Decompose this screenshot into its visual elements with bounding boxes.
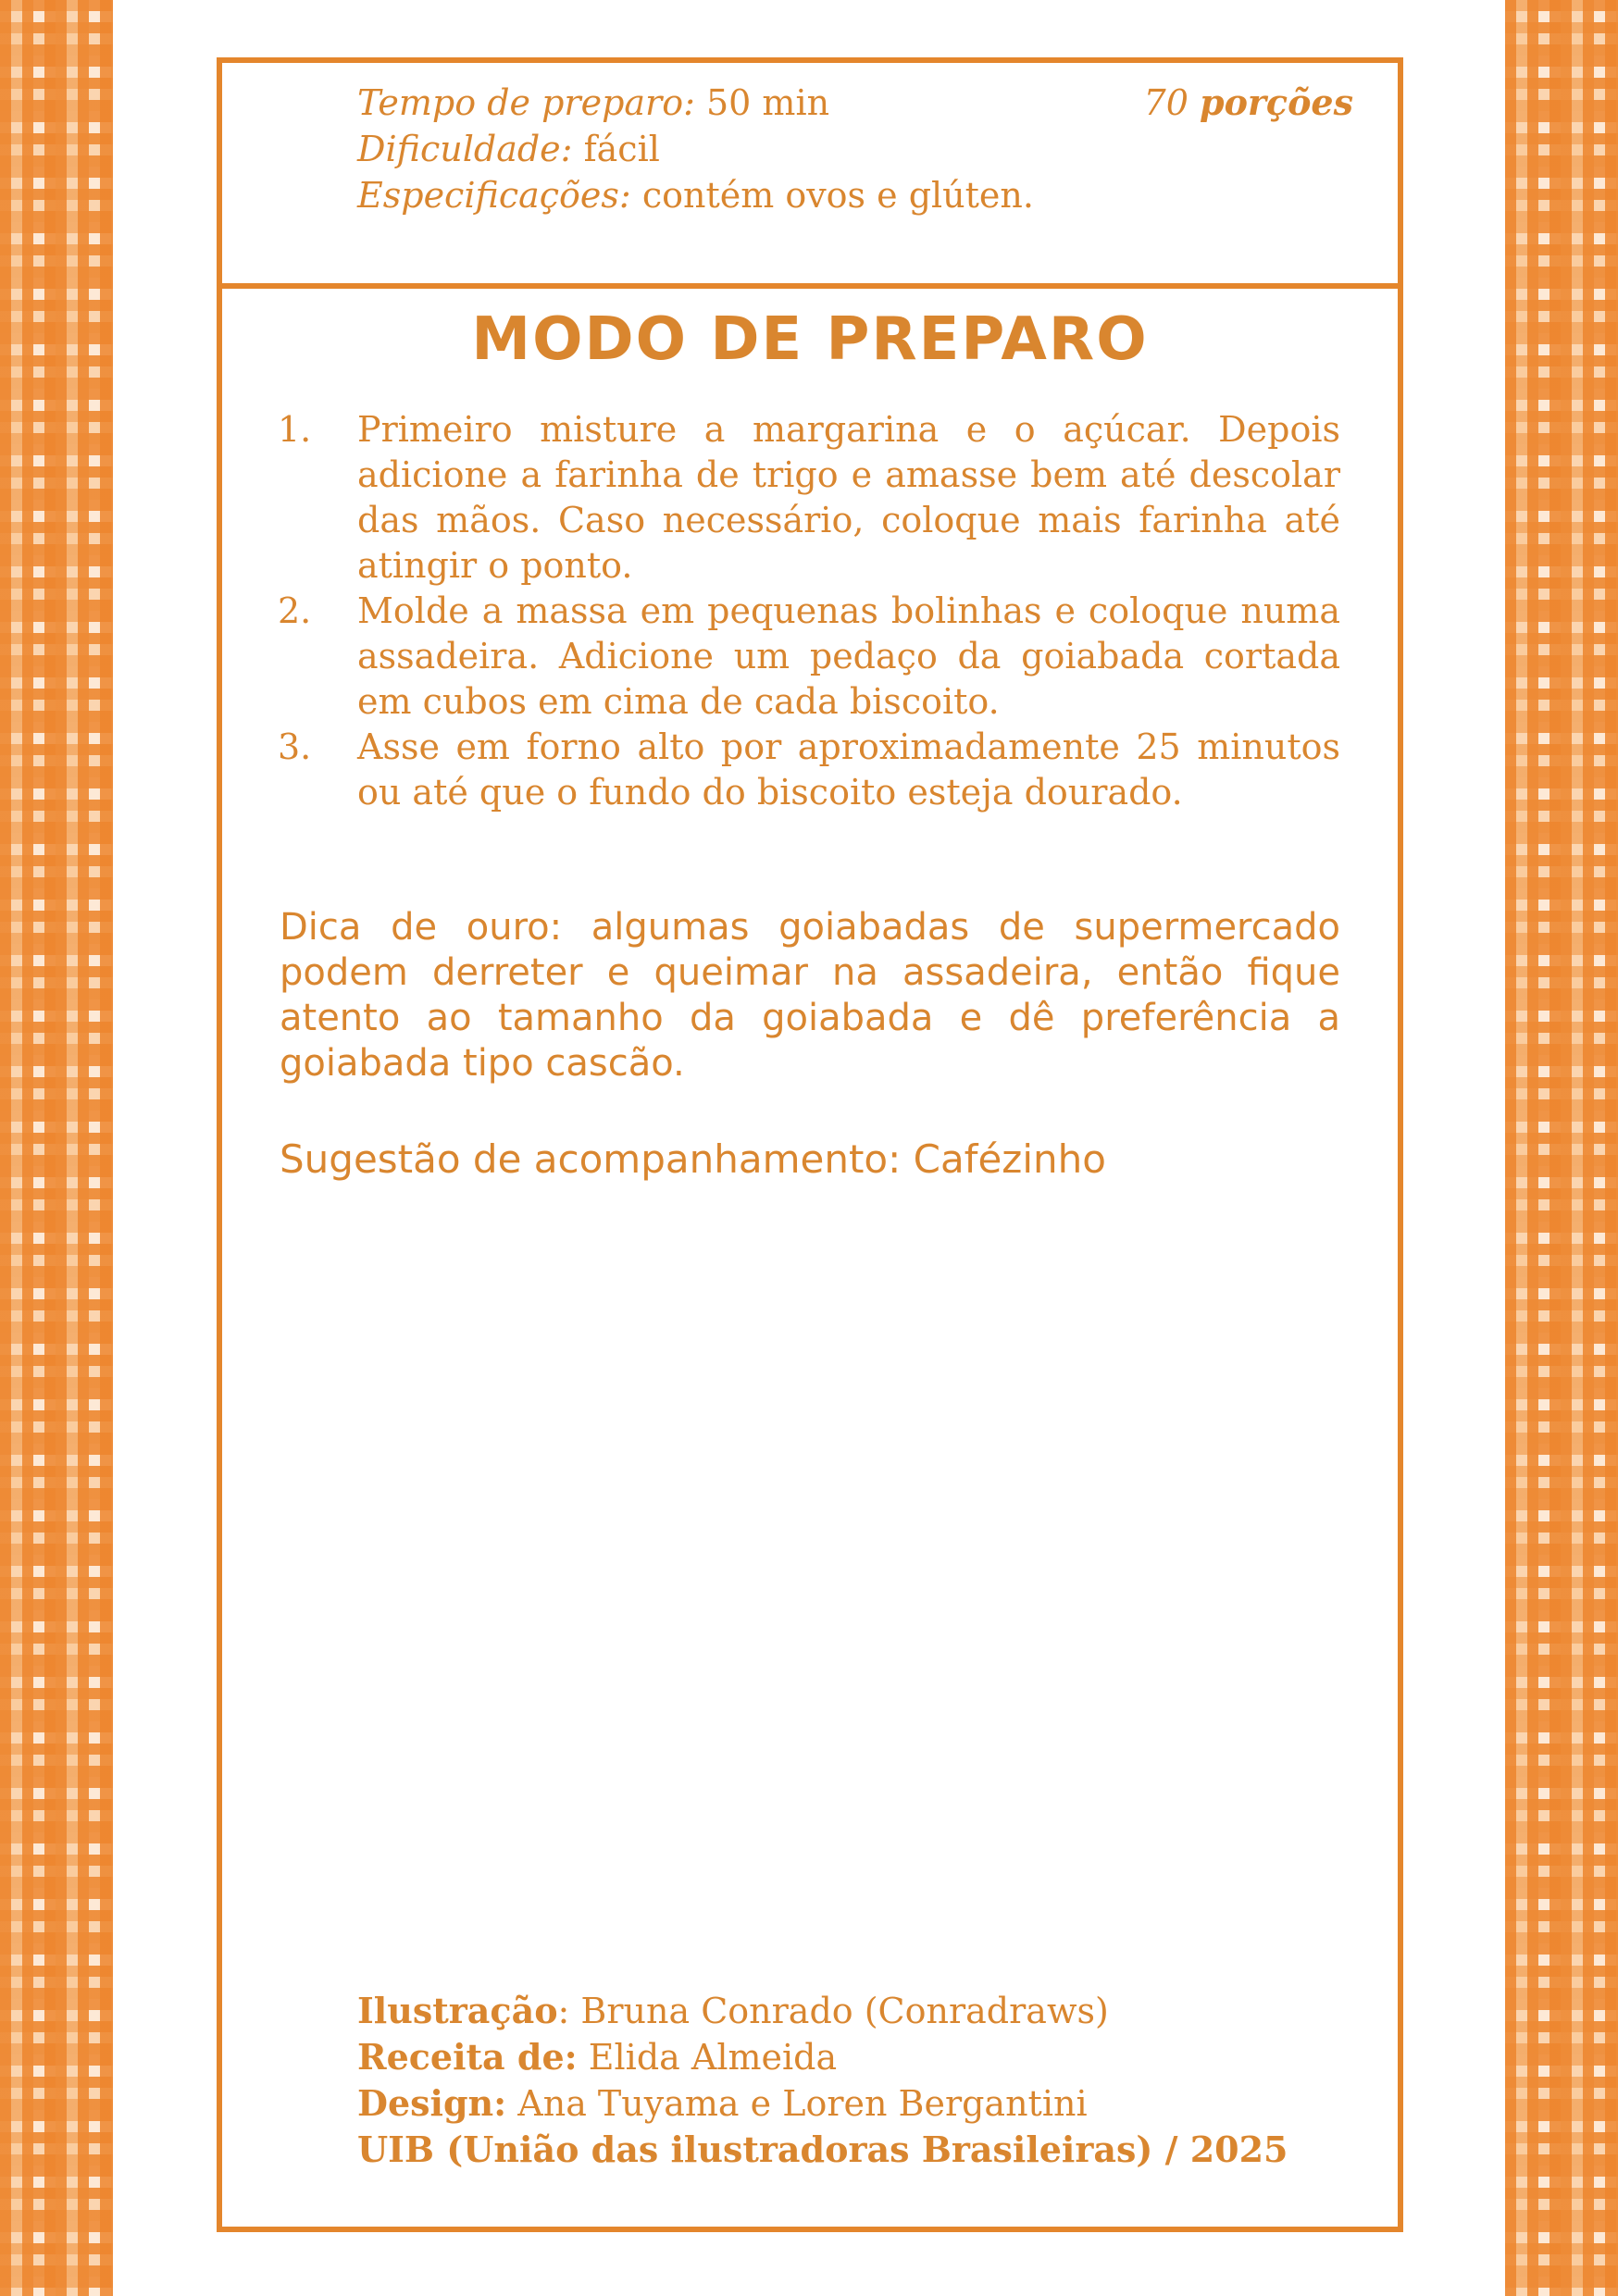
specs-value: contém ovos e glúten. — [641, 175, 1034, 216]
credit-recipe-label: Receita de: — [357, 2036, 578, 2078]
prep-time-value: 50 min — [706, 82, 830, 123]
step-number: 2. — [278, 590, 312, 631]
plaid-border-right — [1505, 0, 1618, 2296]
credit-design — [357, 2080, 1288, 2127]
credit-recipe — [357, 2034, 1288, 2080]
credit-design-value: Ana Tuyama e Loren Bergantini — [517, 2083, 1088, 2124]
servings — [1144, 80, 1353, 126]
credit-illustration-label: Ilustração — [357, 1990, 558, 2031]
step-number: 1. — [278, 409, 312, 450]
prep-time-line — [357, 80, 1034, 126]
credit-recipe-value: Elida Almeida — [588, 2037, 838, 2078]
credit-org-text: UIB (União das ilustradoras Brasileiras) / 2025 — [357, 2128, 1288, 2170]
difficulty-value: fácil — [583, 129, 660, 169]
recipe-card — [217, 57, 1403, 2232]
credit-org — [357, 2127, 1288, 2173]
step-item — [278, 407, 1340, 589]
step-text: Primeiro misture a margarina e o açúcar. Depois adicione a farinha de trigo e amasse bem até descolar das mãos. Caso necessário, coloque mais farinha até atingir o ponto. — [357, 409, 1340, 586]
credits — [357, 1988, 1288, 2173]
prep-time-label: Tempo de preparo: — [357, 82, 695, 123]
step-item — [278, 725, 1340, 815]
credit-design-label: Design: — [357, 2082, 507, 2124]
specs-line — [357, 172, 1034, 218]
credit-illustration — [357, 1988, 1288, 2034]
recipe-info-lines — [357, 80, 1034, 218]
method-steps — [278, 407, 1340, 815]
difficulty-label: Dificuldade: — [357, 129, 573, 169]
recipe-info-box — [222, 63, 1398, 289]
credit-illustration-value: : Bruna Conrado (Conradraws) — [557, 1991, 1109, 2031]
serving-suggestion: Sugestão de acompanhamento: Cafézinho — [280, 1136, 1106, 1182]
step-text: Molde a massa em pequenas bolinhas e coloque numa assadeira. Adicione um pedaço da goiabada cortada em cubos em cima de cada biscoito. — [357, 590, 1340, 722]
servings-word: porções — [1200, 81, 1353, 123]
step-item — [278, 589, 1340, 725]
difficulty-line — [357, 126, 1034, 172]
plaid-border-left — [0, 0, 113, 2296]
method-title: MODO DE PREPARO — [471, 305, 1149, 374]
golden-tip: Dica de ouro: algumas goiabadas de supermercado podem derreter e queimar na assadeira, então fique atento ao tamanho da goiabada e dê preferência a goiabada tipo cascão. — [280, 906, 1340, 1085]
step-number: 3. — [278, 726, 312, 767]
specs-label: Especificações: — [357, 175, 631, 216]
step-text: Asse em forno alto por aproximadamente 25 minutos ou até que o fundo do biscoito esteja dourado. — [357, 726, 1340, 813]
servings-number: 70 — [1143, 82, 1189, 123]
